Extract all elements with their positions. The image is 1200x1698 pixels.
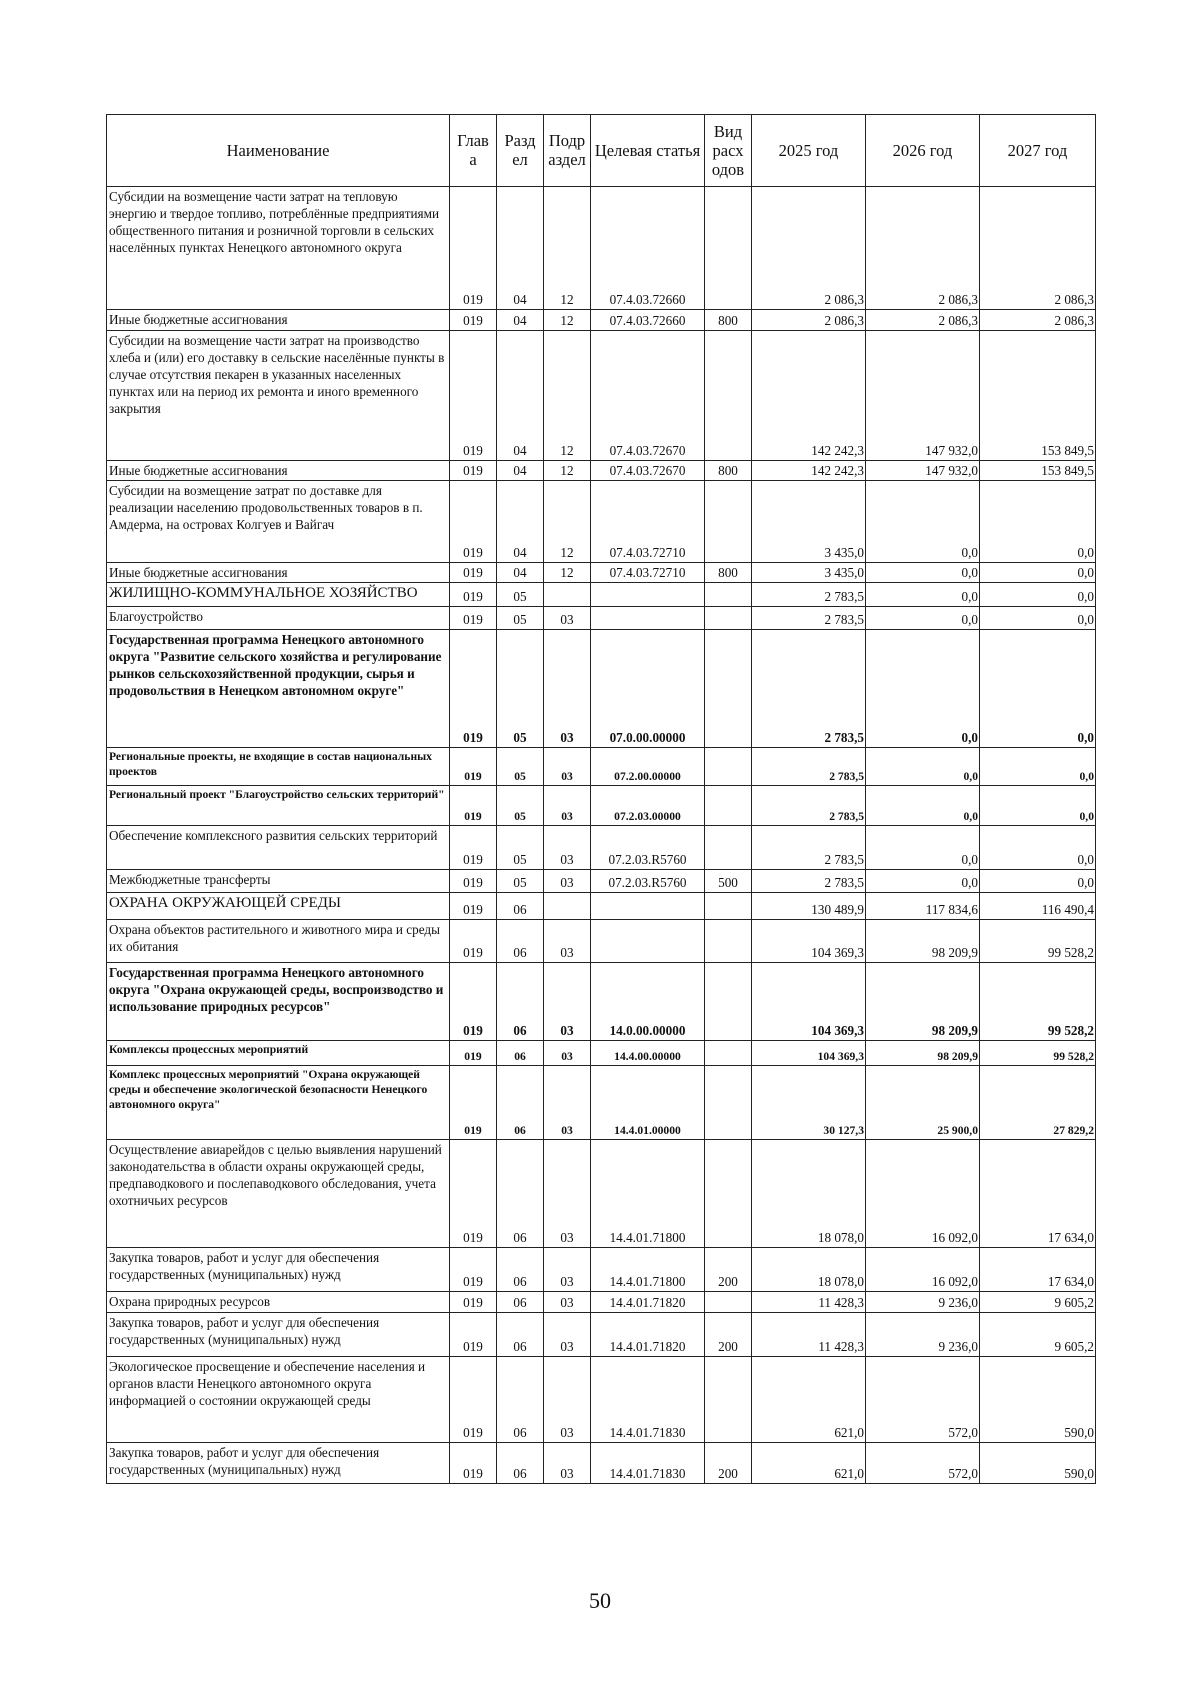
row-name: Региональный проект "Благоустройство сельских территорий" [107,786,450,826]
row-2027: 17 634,0 [980,1248,1096,1292]
row-vid: 200 [705,1248,752,1292]
row-podrazdel: 03 [544,786,591,826]
budget-table [106,114,1096,1484]
row-2026: 572,0 [866,1443,980,1484]
table-row [107,310,1096,331]
table-row [107,630,1096,748]
row-statya: 07.2.03.R5760 [591,826,705,870]
row-statya: 14.4.01.71800 [591,1140,705,1248]
row-2025: 621,0 [752,1443,866,1484]
row-vid [705,786,752,826]
row-2027: 99 528,2 [980,1041,1096,1066]
row-2027: 2 086,3 [980,310,1096,331]
row-statya: 07.2.03.R5760 [591,870,705,893]
row-podrazdel: 03 [544,1313,591,1357]
row-vid [705,481,752,563]
row-2025: 3 435,0 [752,563,866,583]
table-row [107,1066,1096,1140]
row-razdel: 05 [497,583,544,607]
row-razdel: 06 [497,920,544,963]
row-vid [705,583,752,607]
row-2025: 621,0 [752,1357,866,1443]
row-vid [705,826,752,870]
table-row [107,583,1096,607]
header-razdel: Разд ел [497,115,544,187]
header-vid: Вид расх одов [705,115,752,187]
table-row [107,563,1096,583]
row-2025: 3 435,0 [752,481,866,563]
row-statya: 14.4.01.71800 [591,1248,705,1292]
table-row [107,920,1096,963]
row-podrazdel: 12 [544,331,591,461]
table-row [107,331,1096,461]
row-2026: 0,0 [866,870,980,893]
row-podrazdel: 03 [544,1140,591,1248]
row-statya: 07.4.03.72670 [591,331,705,461]
row-2025: 104 369,3 [752,963,866,1041]
row-razdel: 04 [497,310,544,331]
row-razdel: 05 [497,870,544,893]
row-glava: 019 [450,893,497,920]
table-row [107,461,1096,481]
row-2026: 572,0 [866,1357,980,1443]
row-2026: 16 092,0 [866,1140,980,1248]
table-row [107,963,1096,1041]
row-2027: 0,0 [980,583,1096,607]
table-row [107,481,1096,563]
row-name: Экологическое просвещение и обеспечение населения и органов власти Ненецкого автономного округа информацией о состоянии окружающей среды [107,1357,450,1443]
row-2026: 9 236,0 [866,1292,980,1313]
row-statya: 07.4.03.72710 [591,481,705,563]
row-2027: 2 086,3 [980,187,1096,310]
row-podrazdel: 03 [544,607,591,630]
row-glava: 019 [450,1443,497,1484]
row-2026: 98 209,9 [866,920,980,963]
row-podrazdel [544,583,591,607]
row-statya: 07.4.03.72660 [591,310,705,331]
header-statya: Целевая статья [591,115,705,187]
table-row [107,1248,1096,1292]
row-2025: 2 783,5 [752,748,866,786]
row-glava: 019 [450,583,497,607]
row-2026: 0,0 [866,563,980,583]
row-vid [705,893,752,920]
row-2027: 590,0 [980,1357,1096,1443]
row-2025: 130 489,9 [752,893,866,920]
row-vid: 500 [705,870,752,893]
row-statya: 14.0.00.00000 [591,963,705,1041]
row-razdel: 05 [497,786,544,826]
row-razdel: 06 [497,1140,544,1248]
row-razdel: 06 [497,1443,544,1484]
row-razdel: 06 [497,1357,544,1443]
row-podrazdel: 03 [544,920,591,963]
row-2026: 117 834,6 [866,893,980,920]
row-statya: 14.4.01.71830 [591,1357,705,1443]
row-statya: 07.4.03.72670 [591,461,705,481]
row-name: Обеспечение комплексного развития сельских территорий [107,826,450,870]
row-podrazdel: 03 [544,1248,591,1292]
row-podrazdel: 12 [544,187,591,310]
row-podrazdel: 03 [544,630,591,748]
row-vid: 800 [705,461,752,481]
row-2026: 0,0 [866,630,980,748]
row-razdel: 06 [497,1248,544,1292]
row-vid [705,1292,752,1313]
header-2027: 2027 год [980,115,1096,187]
row-podrazdel [544,893,591,920]
row-2026: 2 086,3 [866,310,980,331]
row-name: Закупка товаров, работ и услуг для обеспечения государственных (муниципальных) нужд [107,1443,450,1484]
row-podrazdel: 12 [544,481,591,563]
row-2026: 2 086,3 [866,187,980,310]
table-row [107,187,1096,310]
row-2025: 2 783,5 [752,607,866,630]
row-podrazdel: 03 [544,748,591,786]
row-2027: 0,0 [980,748,1096,786]
row-statya [591,920,705,963]
row-2026: 9 236,0 [866,1313,980,1357]
row-podrazdel: 03 [544,1292,591,1313]
row-2026: 0,0 [866,583,980,607]
row-2027: 27 829,2 [980,1066,1096,1140]
row-podrazdel: 12 [544,563,591,583]
row-statya: 14.4.01.00000 [591,1066,705,1140]
row-name: Иные бюджетные ассигнования [107,461,450,481]
row-2026: 0,0 [866,748,980,786]
row-glava: 019 [450,187,497,310]
row-2027: 590,0 [980,1443,1096,1484]
row-razdel: 06 [497,1292,544,1313]
row-2025: 142 242,3 [752,461,866,481]
header-2026: 2026 год [866,115,980,187]
row-vid [705,187,752,310]
row-razdel: 05 [497,826,544,870]
row-2026: 0,0 [866,826,980,870]
row-glava: 019 [450,870,497,893]
row-2025: 2 086,3 [752,310,866,331]
row-2026: 16 092,0 [866,1248,980,1292]
row-2027: 9 605,2 [980,1292,1096,1313]
table-row [107,1313,1096,1357]
row-2027: 0,0 [980,481,1096,563]
row-glava: 019 [450,563,497,583]
page-number: 50 [589,1588,611,1613]
row-name: Региональные проекты, не входящие в состав национальных проектов [107,748,450,786]
row-glava: 019 [450,1357,497,1443]
row-2025: 30 127,3 [752,1066,866,1140]
row-glava: 019 [450,963,497,1041]
row-vid [705,1140,752,1248]
row-vid [705,748,752,786]
row-2025: 2 086,3 [752,187,866,310]
row-name: Закупка товаров, работ и услуг для обеспечения государственных (муниципальных) нужд [107,1313,450,1357]
row-razdel: 06 [497,893,544,920]
table-row [107,1357,1096,1443]
row-2026: 147 932,0 [866,461,980,481]
row-razdel: 05 [497,748,544,786]
table-row [107,786,1096,826]
row-statya: 14.4.00.00000 [591,1041,705,1066]
row-podrazdel: 12 [544,461,591,481]
row-name: Благоустройство [107,607,450,630]
header-name: Наименование [107,115,450,187]
row-2027: 9 605,2 [980,1313,1096,1357]
row-statya [591,607,705,630]
table-row [107,1140,1096,1248]
row-razdel: 04 [497,461,544,481]
row-2026: 25 900,0 [866,1066,980,1140]
row-vid: 200 [705,1443,752,1484]
table-row [107,1292,1096,1313]
row-razdel: 06 [497,1313,544,1357]
table-row [107,893,1096,920]
row-glava: 019 [450,1140,497,1248]
row-2026: 0,0 [866,481,980,563]
row-vid: 200 [705,1313,752,1357]
row-vid [705,920,752,963]
row-name: Закупка товаров, работ и услуг для обеспечения государственных (муниципальных) нужд [107,1248,450,1292]
row-name: Субсидии на возмещение затрат по доставке для реализации населению продовольственных товаров в п. Амдерма, на островах Колгуев и Вайгач [107,481,450,563]
row-statya: 07.2.03.00000 [591,786,705,826]
row-2026: 0,0 [866,786,980,826]
row-glava: 019 [450,1313,497,1357]
row-name: Иные бюджетные ассигнования [107,563,450,583]
row-name: ОХРАНА ОКРУЖАЮЩЕЙ СРЕДЫ [107,893,450,920]
row-glava: 019 [450,748,497,786]
row-name: Государственная программа Ненецкого автономного округа "Развитие сельского хозяйства и регулирование рынков сельскохозяйственной продукции, сырья и продовольствия в Ненецком автономном округе" [107,630,450,748]
row-statya [591,583,705,607]
row-glava: 019 [450,826,497,870]
row-2027: 116 490,4 [980,893,1096,920]
row-name: Комплексы процессных мероприятий [107,1041,450,1066]
row-2026: 98 209,9 [866,963,980,1041]
row-glava: 019 [450,481,497,563]
row-2025: 2 783,5 [752,583,866,607]
row-statya: 07.2.00.00000 [591,748,705,786]
row-statya: 14.4.01.71820 [591,1292,705,1313]
table-row [107,870,1096,893]
row-2027: 0,0 [980,870,1096,893]
row-name: Охрана природных ресурсов [107,1292,450,1313]
row-razdel: 04 [497,331,544,461]
row-vid [705,607,752,630]
row-podrazdel: 03 [544,1041,591,1066]
row-razdel: 06 [497,1041,544,1066]
row-podrazdel: 03 [544,870,591,893]
row-razdel: 06 [497,963,544,1041]
row-vid [705,1357,752,1443]
row-2025: 2 783,5 [752,826,866,870]
row-2027: 0,0 [980,563,1096,583]
row-podrazdel: 03 [544,1357,591,1443]
row-glava: 019 [450,1066,497,1140]
row-2026: 98 209,9 [866,1041,980,1066]
row-vid [705,963,752,1041]
row-2027: 153 849,5 [980,331,1096,461]
row-2027: 0,0 [980,786,1096,826]
table-row [107,1443,1096,1484]
row-statya: 07.4.03.72710 [591,563,705,583]
row-2027: 153 849,5 [980,461,1096,481]
row-2027: 17 634,0 [980,1140,1096,1248]
row-2025: 2 783,5 [752,870,866,893]
row-razdel: 06 [497,1066,544,1140]
row-razdel: 05 [497,630,544,748]
header-podrazdel: Подр аздел [544,115,591,187]
row-vid: 800 [705,563,752,583]
row-statya: 14.4.01.71820 [591,1313,705,1357]
table-body [107,187,1096,1484]
row-vid [705,1041,752,1066]
row-vid [705,331,752,461]
row-vid [705,1066,752,1140]
row-2025: 11 428,3 [752,1292,866,1313]
row-statya: 14.4.01.71830 [591,1443,705,1484]
row-glava: 019 [450,630,497,748]
table-row [107,1041,1096,1066]
row-razdel: 05 [497,607,544,630]
row-2025: 11 428,3 [752,1313,866,1357]
row-2025: 104 369,3 [752,1041,866,1066]
row-podrazdel: 12 [544,310,591,331]
row-statya [591,893,705,920]
row-razdel: 04 [497,187,544,310]
row-name: Субсидии на возмещение части затрат на производство хлеба и (или) его доставку в сельские населённые пункты в случае отсутствия пекарен в указанных населенных пунктах или на период их ремонта и иного временного закрытия [107,331,450,461]
row-glava: 019 [450,786,497,826]
row-glava: 019 [450,920,497,963]
header-row [107,115,1096,187]
row-2025: 142 242,3 [752,331,866,461]
row-name: Комплекс процессных мероприятий "Охрана окружающей среды и обеспечение экологической безопасности Ненецкого автономного округа" [107,1066,450,1140]
row-glava: 019 [450,461,497,481]
row-name: Государственная программа Ненецкого автономного округа "Охрана окружающей среды, воспроизводство и использование природных ресурсов" [107,963,450,1041]
row-2027: 0,0 [980,607,1096,630]
row-name: ЖИЛИЩНО-КОММУНАЛЬНОЕ ХОЗЯЙСТВО [107,583,450,607]
row-glava: 019 [450,310,497,331]
row-vid: 800 [705,310,752,331]
row-2025: 18 078,0 [752,1140,866,1248]
row-2025: 2 783,5 [752,786,866,826]
row-statya: 07.4.03.72660 [591,187,705,310]
table-row [107,607,1096,630]
row-2027: 99 528,2 [980,920,1096,963]
row-glava: 019 [450,1041,497,1066]
row-podrazdel: 03 [544,1443,591,1484]
row-statya: 07.0.00.00000 [591,630,705,748]
row-podrazdel: 03 [544,963,591,1041]
row-razdel: 04 [497,563,544,583]
table-row [107,748,1096,786]
row-2027: 99 528,2 [980,963,1096,1041]
row-razdel: 04 [497,481,544,563]
row-2025: 104 369,3 [752,920,866,963]
row-name: Охрана объектов растительного и животного мира и среды их обитания [107,920,450,963]
row-name: Межбюджетные трансферты [107,870,450,893]
row-2025: 2 783,5 [752,630,866,748]
row-name: Иные бюджетные ассигнования [107,310,450,331]
header-2025: 2025 год [752,115,866,187]
row-name: Осуществление авиарейдов с целью выявления нарушений законодательства в области охраны окружающей среды, предпаводкового и послепаводкового обследования, учета охотничьих ресурсов [107,1140,450,1248]
row-2025: 18 078,0 [752,1248,866,1292]
row-glava: 019 [450,1248,497,1292]
row-2027: 0,0 [980,630,1096,748]
row-2026: 147 932,0 [866,331,980,461]
row-glava: 019 [450,331,497,461]
row-podrazdel: 03 [544,826,591,870]
row-vid [705,630,752,748]
table-row [107,826,1096,870]
row-2026: 0,0 [866,607,980,630]
header-glava: Глав а [450,115,497,187]
row-podrazdel: 03 [544,1066,591,1140]
row-name: Субсидии на возмещение части затрат на тепловую энергию и твердое топливо, потреблённые предприятиями общественного питания и розничной торговли в сельских населённых пунктах Ненецкого автономного округа [107,187,450,310]
row-glava: 019 [450,1292,497,1313]
row-glava: 019 [450,607,497,630]
row-2027: 0,0 [980,826,1096,870]
